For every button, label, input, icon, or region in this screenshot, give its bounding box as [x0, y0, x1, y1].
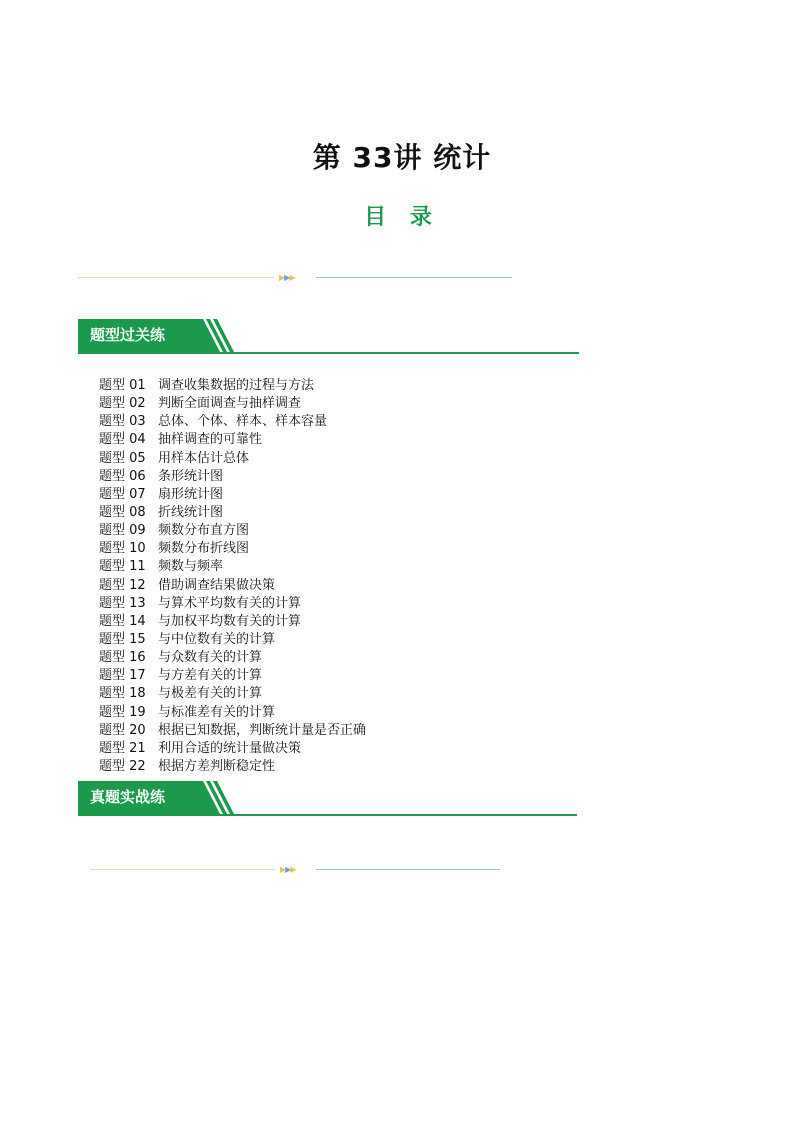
section-header-practice	[78, 319, 579, 355]
toc-item[interactable]: 题型 21 利用合适的统计量做决策	[99, 740, 302, 756]
toc-item[interactable]: 题型 17 与方差有关的计算	[99, 668, 263, 684]
arrow-icons: ▶▶▶	[279, 273, 295, 282]
toc-item[interactable]: 题型 10 频数分布折线图	[99, 541, 250, 557]
toc-item[interactable]: 题型 07 扇形统计图	[99, 486, 224, 502]
toc-item[interactable]: 题型 03 总体、个体、样本、样本容量	[99, 414, 328, 430]
toc-item[interactable]: 题型 09 频数分布直方图	[99, 523, 250, 539]
section-underline	[78, 352, 579, 354]
toc-item[interactable]: 题型 20 根据已知数据，判断统计量是否正确	[99, 722, 367, 738]
toc-item[interactable]: 题型 22 根据方差判断稳定性	[99, 758, 276, 774]
toc-item[interactable]: 题型 05 用样本估计总体	[99, 450, 250, 466]
section-underline	[78, 814, 577, 816]
toc-item[interactable]: 题型 04 抽样调查的可靠性	[99, 432, 263, 448]
arrow-icons: ▶▶▶	[280, 865, 296, 874]
section-label: 真题实战练	[78, 781, 203, 814]
toc-item[interactable]: 题型 12 借助调查结果做决策	[99, 577, 276, 593]
stripe-icon	[190, 781, 240, 814]
toc-item[interactable]: 题型 19 与标准差有关的计算	[99, 704, 276, 720]
toc-item[interactable]: 题型 06 条形统计图	[99, 468, 224, 484]
top-divider	[78, 275, 512, 281]
contents-heading: 目 录	[364, 205, 440, 230]
section-label: 题型过关练	[78, 319, 203, 352]
toc-item[interactable]: 题型 13 与算术平均数有关的计算	[99, 595, 302, 611]
toc-item[interactable]: 题型 18 与极差有关的计算	[99, 686, 263, 702]
toc-item[interactable]: 题型 11 频数与频率	[99, 559, 224, 575]
toc-item[interactable]: 题型 08 折线统计图	[99, 504, 224, 520]
toc-item[interactable]: 题型 02 判断全面调查与抽样调查	[99, 396, 302, 412]
page-title: 第 33讲 统计	[312, 141, 492, 174]
toc-item[interactable]: 题型 01 调查收集数据的过程与方法	[99, 378, 315, 393]
bottom-divider	[90, 867, 500, 873]
toc-item[interactable]: 题型 14 与加权平均数有关的计算	[99, 613, 302, 629]
toc-item[interactable]: 题型 16 与众数有关的计算	[99, 650, 263, 666]
section-header-real-exam	[78, 781, 577, 817]
stripe-icon	[190, 319, 240, 352]
toc-list	[99, 377, 366, 776]
toc-item[interactable]: 题型 15 与中位数有关的计算	[99, 631, 276, 647]
